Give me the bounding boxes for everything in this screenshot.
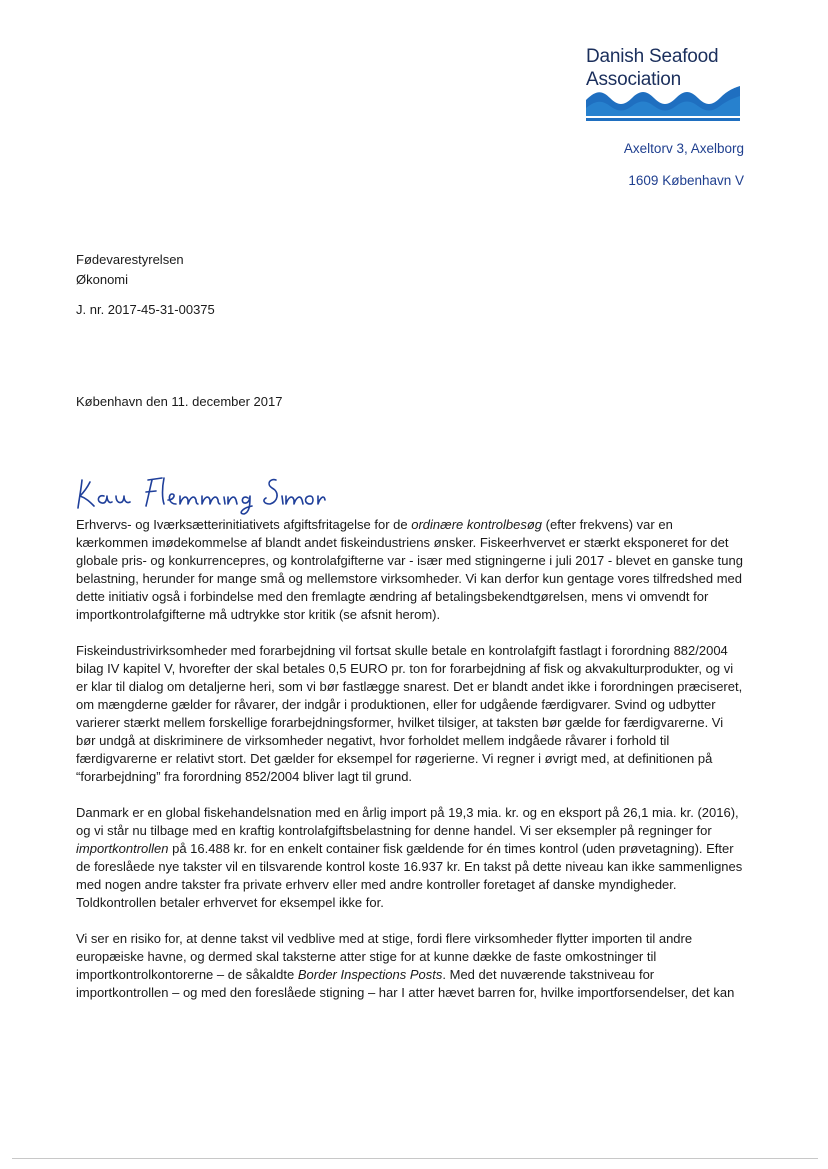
journal-number: J. nr. 2017-45-31-00375 xyxy=(76,302,215,317)
recipient-org: Fødevarestyrelsen xyxy=(76,252,184,267)
org-name-line2: Association xyxy=(586,69,681,90)
handwritten-salutation xyxy=(76,470,326,518)
paragraph-4: Vi ser en risiko for, at denne takst vil vedblive med at stige, fordi flere virksomheder flytter importen til andre europæiske havne, og dermed skal taksterne atter stige for at kunne dække de faste omkostninger til importkontrolkontorerne – de såkaldte Border Inspections Posts. Med det nuværende takstniveau for importkontrollen – og med den foreslåede stigning – har I atter hævet barren for, hvilke importforsendelser, det kan xyxy=(76,931,735,1000)
footer-divider xyxy=(12,1158,818,1159)
date-line: København den 11. december 2017 xyxy=(76,394,283,409)
address-city: 1609 København V xyxy=(628,173,744,188)
paragraph-1: Erhvervs- og Iværksætterinitiativets afgiftsfritagelse for de ordinære kontrolbesøg (efter frekvens) var en kærkommen imødekommelse af blandt andet fiskeindustriens ønsker. Fiskeerhvervet er stærkt eksponeret for det globale pris- og konkurrencepres, og kontrolafgifterne var - især med stigningerne i juli 2017 - blevet en ganske tung belastning, herunder for mange små og mellemstore virksomheder. Vi kan derfor kun gentage vores tilfredshed med dette initiativ også i forbindelse med den fremlagte ændring af betalingsbekendtgørelsen, mens vi omvendt for importkontrolafgifterne må udtrykke stor kritik (se afsnit herom). xyxy=(76,517,743,622)
org-name-line1: Danish Seafood xyxy=(586,46,719,67)
address-street: Axeltorv 3, Axelborg xyxy=(623,141,744,156)
paragraph-3: Danmark er en global fiskehandelsnation med en årlig import på 19,3 mia. kr. og en eksport på 26,1 mia. kr. (2016), og vi står nu tilbage med en kraftig kontrolafgiftsbelastning for denne handel. Vi ser eksempler på regninger for importkontrollen på 16.488 kr. for en enkelt container fisk gældende for én times kontrol (uden prøvetagning). Efter de foreslåede nye takster vil en tilsvarende kontrol koste 16.937 kr. En takst på dette niveau kan ikke sammenlignes med nogen andre takster fra private erhverv eller med andre kontroller foretaget af danske myndigheder. Toldkontrollen betaler erhvervet for eksempel ikke for. xyxy=(76,805,743,910)
wave-logo-icon xyxy=(586,86,742,122)
recipient-dept: Økonomi xyxy=(76,272,129,287)
paragraph-2: Fiskeindustrivirksomheder med forarbejdning vil fortsat skulle betale en kontrolafgift fastlagt i forordning 882/2004 bilag IV kapitel V, hvorefter der skal betales 0,5 EURO pr. ton for forarbejdning af fisk og akvakulturprodukter, og vi er klar til dialog om detaljerne heri, som vi bør fastlægge snarest. Det er blandt andet ikke i forordningen præciseret, om mængderne gælder for råvarer, der indgår i produktionen, eller for udgående færdigvarer. Svind og udbytter varierer stærkt mellem forskellige forarbejdningsformer, hvilket tilsiger, at taksten bør gælde for færdigvarerne. Vi bør undgå at diskriminere de virksomheder negativt, hvor forholdet mellem indgåede råvarer i forhold til færdigvarerne er relativt stort. Det gælder for eksempel for røgerierne. Vi regner i øvrigt med, at definitionen på “forarbejdning” fra forordning 852/2004 bliver lagt til grund. xyxy=(76,643,743,784)
org-logo-text xyxy=(586,45,786,91)
